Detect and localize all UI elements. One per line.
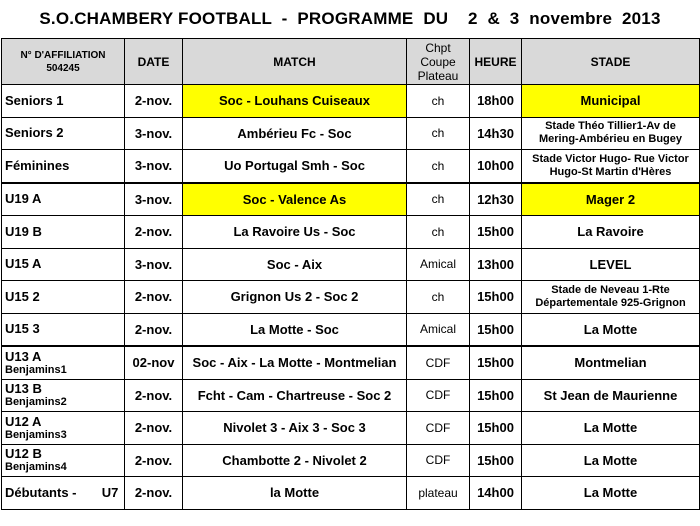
- category-label: U12 B: [5, 446, 42, 462]
- stade-cell: LEVEL: [522, 248, 700, 281]
- category-label: U19 A: [5, 191, 42, 207]
- stade-cell: Mager 2: [522, 183, 700, 216]
- category-label: Seniors 2: [5, 125, 64, 141]
- stade-cell: La Ravoire: [522, 216, 700, 249]
- category-cell: [2, 444, 125, 477]
- category-cell: [2, 183, 125, 216]
- category-cell: [2, 248, 125, 281]
- date-cell: 2-nov.: [125, 477, 183, 510]
- date-cell: 2-nov.: [125, 379, 183, 412]
- table-row: [2, 444, 700, 477]
- date-cell: 3-nov.: [125, 183, 183, 216]
- category-cell: [2, 313, 125, 346]
- date-cell: 02-nov: [125, 346, 183, 379]
- match-cell: Soc - Aix: [183, 248, 407, 281]
- table-row: [2, 412, 700, 445]
- category-cell: [2, 85, 125, 118]
- table-row: [2, 346, 700, 379]
- table-row: [2, 477, 700, 510]
- match-cell: Nivolet 3 - Aix 3 - Soc 3: [183, 412, 407, 445]
- type-cell: plateau: [407, 477, 470, 510]
- heure-cell: 18h00: [470, 85, 522, 118]
- header-heure: HEURE: [470, 39, 522, 85]
- match-cell: Soc - Valence As: [183, 183, 407, 216]
- heure-cell: 12h30: [470, 183, 522, 216]
- type-cell: ch: [407, 85, 470, 118]
- match-cell: Uo Portugal Smh - Soc: [183, 150, 407, 183]
- match-cell: La Ravoire Us - Soc: [183, 216, 407, 249]
- category-label: U12 A: [5, 413, 42, 429]
- category-label: U15 3: [5, 321, 40, 337]
- header-stade: STADE: [522, 39, 700, 85]
- header-match: MATCH: [183, 39, 407, 85]
- stade-cell: La Motte: [522, 412, 700, 445]
- table-row: [2, 117, 700, 150]
- date-cell: 2-nov.: [125, 281, 183, 314]
- heure-cell: 14h00: [470, 477, 522, 510]
- table-row: [2, 379, 700, 412]
- category-cell: [2, 379, 125, 412]
- date-cell: 2-nov.: [125, 216, 183, 249]
- category-cell: [2, 412, 125, 445]
- heure-cell: 13h00: [470, 248, 522, 281]
- category-cell: [2, 216, 125, 249]
- page-title: S.O.CHAMBERY FOOTBALL - PROGRAMME DU 2 & 3 novembre 2013: [39, 9, 661, 28]
- date-cell: 3-nov.: [125, 150, 183, 183]
- table-row: [2, 216, 700, 249]
- affiliation-label: N° D'AFFILIATION: [20, 49, 106, 61]
- programme-table: [1, 38, 700, 510]
- category-label: Seniors 1: [5, 92, 64, 108]
- stade-cell: Stade de Neveau 1-Rte Départementale 925-Grignon: [522, 281, 700, 314]
- table-row: [2, 150, 700, 183]
- date-cell: 2-nov.: [125, 85, 183, 118]
- heure-cell: 15h00: [470, 444, 522, 477]
- table-row: [2, 183, 700, 216]
- category-label: Féminines: [5, 157, 70, 173]
- stade-cell: La Motte: [522, 477, 700, 510]
- stade-cell: Stade Théo Tillier1-Av de Mering-Ambérieu en Bugey: [522, 117, 700, 150]
- stade-cell: Montmelian: [522, 346, 700, 379]
- heure-cell: 15h00: [470, 281, 522, 314]
- type-cell: ch: [407, 150, 470, 183]
- heure-cell: 15h00: [470, 216, 522, 249]
- heure-cell: 15h00: [470, 313, 522, 346]
- category-cell: [2, 346, 125, 379]
- category-label: Débutants - U7: [5, 484, 119, 500]
- heure-cell: 15h00: [470, 379, 522, 412]
- category-sub-label: Benjamins2: [5, 396, 67, 409]
- header-affiliation: [2, 39, 125, 85]
- date-cell: 2-nov.: [125, 444, 183, 477]
- table-row: [2, 248, 700, 281]
- match-cell: Fcht - Cam - Chartreuse - Soc 2: [183, 379, 407, 412]
- type-cell: Amical: [407, 248, 470, 281]
- affiliation-number: 504245: [46, 62, 80, 74]
- header-type: [407, 39, 470, 85]
- table-row: [2, 313, 700, 346]
- type-cell: ch: [407, 117, 470, 150]
- category-cell: [2, 281, 125, 314]
- match-cell: La Motte - Soc: [183, 313, 407, 346]
- heure-cell: 15h00: [470, 412, 522, 445]
- stade-cell: St Jean de Maurienne: [522, 379, 700, 412]
- type-cell: CDF: [407, 412, 470, 445]
- match-cell: Soc - Louhans Cuiseaux: [183, 85, 407, 118]
- type-cell: ch: [407, 216, 470, 249]
- date-cell: 2-nov.: [125, 313, 183, 346]
- header-plateau: Plateau: [417, 68, 459, 83]
- category-label: U13 B: [5, 381, 42, 397]
- header-chpt: Chpt: [425, 40, 451, 55]
- match-cell: Ambérieu Fc - Soc: [183, 117, 407, 150]
- type-cell: CDF: [407, 379, 470, 412]
- heure-cell: 14h30: [470, 117, 522, 150]
- type-cell: CDF: [407, 346, 470, 379]
- category-sub-label: Benjamins1: [5, 363, 67, 376]
- header-coupe: Coupe: [420, 54, 456, 69]
- category-label: U15 2: [5, 288, 40, 304]
- date-cell: 3-nov.: [125, 117, 183, 150]
- header-date: DATE: [125, 39, 183, 85]
- stade-cell: La Motte: [522, 444, 700, 477]
- stade-cell: Stade Victor Hugo- Rue Victor Hugo-St Martin d'Hères: [522, 150, 700, 183]
- category-sub-label: Benjamins3: [5, 428, 67, 441]
- header-row: [2, 39, 700, 85]
- heure-cell: 10h00: [470, 150, 522, 183]
- type-cell: CDF: [407, 444, 470, 477]
- table-row: [2, 85, 700, 118]
- category-cell: [2, 117, 125, 150]
- heure-cell: 15h00: [470, 346, 522, 379]
- stade-cell: Municipal: [522, 85, 700, 118]
- table-row: [2, 281, 700, 314]
- stade-cell: La Motte: [522, 313, 700, 346]
- category-label: U13 A: [5, 348, 42, 364]
- category-cell: [2, 150, 125, 183]
- type-cell: ch: [407, 183, 470, 216]
- type-cell: ch: [407, 281, 470, 314]
- match-cell: Soc - Aix - La Motte - Montmelian: [183, 346, 407, 379]
- category-label: U15 A: [5, 256, 42, 272]
- match-cell: Chambotte 2 - Nivolet 2: [183, 444, 407, 477]
- match-cell: Grignon Us 2 - Soc 2: [183, 281, 407, 314]
- type-cell: Amical: [407, 313, 470, 346]
- category-sub-label: Benjamins4: [5, 461, 67, 474]
- programme-rows: [2, 85, 700, 510]
- date-cell: 2-nov.: [125, 412, 183, 445]
- category-cell: [2, 477, 125, 510]
- date-cell: 3-nov.: [125, 248, 183, 281]
- category-label: U19 B: [5, 223, 42, 239]
- match-cell: la Motte: [183, 477, 407, 510]
